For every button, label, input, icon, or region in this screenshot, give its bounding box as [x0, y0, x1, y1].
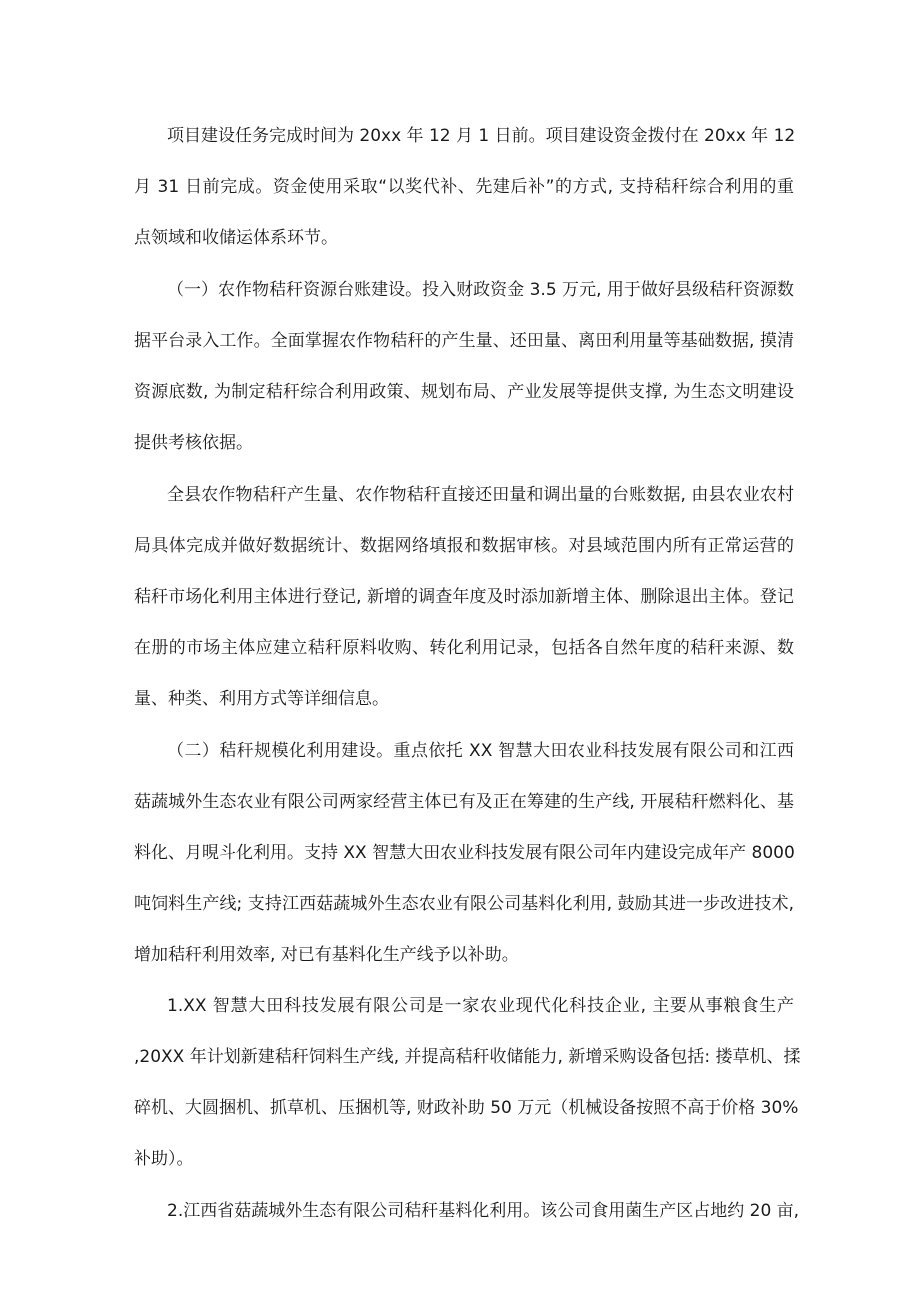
- paragraph-line: 局具体完成并做好数据统计、数据网络填报和数据审核。对县域范围内所有正常运营的: [134, 536, 794, 556]
- paragraph-line: ,20XX 年计划新建秸秆饲料生产线, 并提高秸秆收储能力, 新增采购设备包括: 搂草机、揉: [134, 1047, 801, 1067]
- paragraph-line: （一）农作物秸秆资源台账建设。投入财政资金 3.5 万元, 用于做好县级秸秆资源数: [167, 280, 794, 300]
- paragraph-line: 全县农作物秸秆产生量、农作物秸秆直接还田量和调出量的台账数据, 由县农业农村: [167, 485, 794, 505]
- paragraph-3: [134, 480, 794, 735]
- paragraph-line: 资源底数, 为制定秸秆综合利用政策、规划布局、产业发展等提供支撑, 为生态文明建设: [134, 382, 794, 402]
- paragraph-line: 2.江西省菇蔬城外生态有限公司秸秆基料化利用。该公司食用菌生产区占地约 20 亩,: [167, 1201, 800, 1221]
- paragraph-line: 量、种类、利用方式等详细信息。: [134, 689, 389, 709]
- paragraph-1: [134, 121, 794, 274]
- paragraph-5: [134, 991, 801, 1195]
- paragraph-line: 料化、月晛斗化利用。支持 XX 智慧大田农业科技发展有限公司年内建设完成年产 8000: [134, 843, 795, 863]
- paragraph-line: （二）秸秆规模化利用建设。重点依托 XX 智慧大田农业科技发展有限公司和江西: [167, 741, 794, 761]
- paragraph-4: [134, 736, 794, 991]
- paragraph-line: 据平台录入工作。全面掌握农作物秸秆的产生量、还田量、离田利用量等基础数据, 摸清: [134, 331, 794, 351]
- paragraph-2: [134, 275, 794, 479]
- paragraph-line: 吨饲料生产线; 支持江西菇蔬城外生态农业有限公司基料化利用, 鼓励其进一步改进技术,: [134, 894, 794, 914]
- paragraph-line: 月 31 日前完成。资金使用采取“以奖代补、先建后补”的方式, 支持秸秆综合利用的重: [134, 177, 794, 197]
- paragraph-line: 提供考核依据。: [134, 433, 253, 453]
- paragraph-line: 在册的市场主体应建立秸秆原料收购、转化利用记录，包括各自然年度的秸秆来源、数: [134, 638, 794, 658]
- paragraph-line: 1.XX 智慧大田科技发展有限公司是一家农业现代化科技企业, 主要从事粮食生产: [167, 996, 794, 1016]
- paragraph-line: 点领域和收储运体系环节。: [134, 228, 338, 248]
- paragraph-line: 秸秆市场化利用主体进行登记, 新增的调查年度及时添加新增主体、删除退出主体。登记: [134, 587, 794, 607]
- paragraph-6: [134, 1196, 800, 1247]
- paragraph-line: 增加秸秆利用效率, 对已有基料化生产线予以补助。: [134, 945, 519, 965]
- paragraph-line: 菇蔬城外生态农业有限公司两家经营主体已有及正在筹建的生产线, 开展秸秆燃料化、基: [134, 792, 794, 812]
- paragraph-line: 碎机、大圆捆机、抓草机、压捆机等, 财政补助 50 万元（机械设备按照不高于价格 30%: [134, 1098, 799, 1118]
- paragraph-line: 补助）。: [134, 1149, 194, 1169]
- paragraph-line: 项目建设任务完成时间为 20xx 年 12 月 1 日前。项目建设资金拨付在 20xx 年 12: [167, 126, 796, 146]
